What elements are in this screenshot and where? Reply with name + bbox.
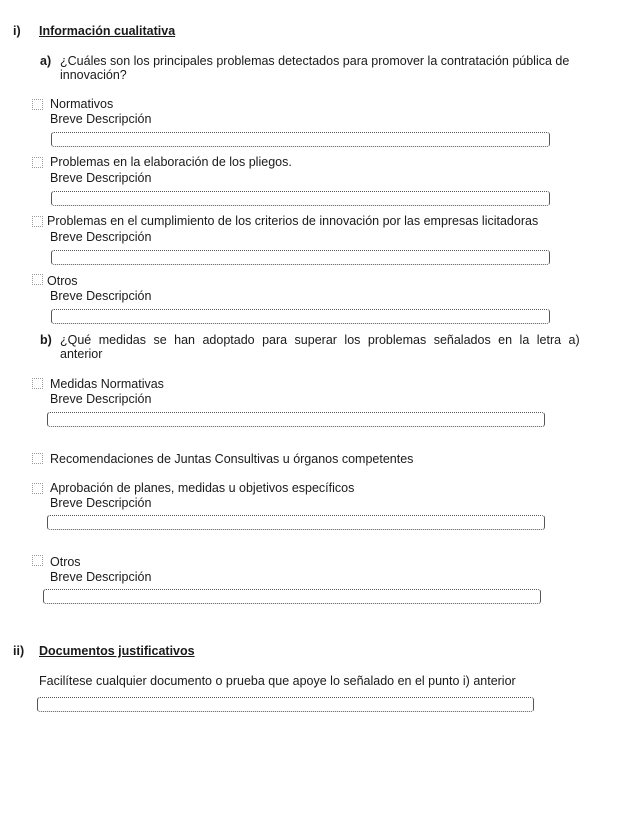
description-input-otros-b[interactable] — [43, 589, 541, 604]
field-label: Breve Descripción — [50, 496, 152, 510]
description-input-medidas-normativas[interactable] — [47, 412, 545, 427]
checkbox-medidas-normativas[interactable] — [32, 378, 43, 389]
checkbox-otros-a[interactable] — [32, 274, 43, 285]
option-label: Aprobación de planes, medidas u objetivos específicos — [50, 481, 355, 495]
question-text-line: anterior — [60, 347, 103, 361]
option-label: Medidas Normativas — [50, 377, 164, 391]
checkbox-recomendaciones[interactable] — [32, 453, 43, 464]
question-text-line: ¿Qué medidas se han adoptado para superar los problemas señalados en la letra a) — [60, 333, 580, 347]
description-input-otros-a[interactable] — [51, 309, 550, 324]
field-label: Breve Descripción — [50, 392, 152, 406]
section-title: Información cualitativa — [39, 24, 176, 38]
field-label: Breve Descripción — [50, 230, 152, 244]
field-label: Breve Descripción — [50, 171, 152, 185]
section-number: ii) — [13, 644, 25, 658]
question-letter: a) — [40, 54, 52, 68]
option-label: Problemas en el cumplimiento de los criterios de innovación por las empresas licitadoras — [47, 214, 539, 228]
description-input-pliegos[interactable] — [51, 191, 550, 206]
field-label: Breve Descripción — [50, 112, 152, 126]
option-label: Otros — [47, 274, 78, 288]
option-label: Normativos — [50, 97, 114, 111]
description-input-normativos[interactable] — [51, 132, 550, 147]
question-text-line: innovación? — [60, 68, 127, 82]
question-text — [60, 333, 590, 361]
description-input-criterios[interactable] — [51, 250, 550, 265]
option-label: Recomendaciones de Juntas Consultivas u órganos competentes — [50, 452, 414, 466]
checkbox-problemas-criterios[interactable] — [32, 216, 43, 227]
option-label: Otros — [50, 555, 81, 569]
field-label: Breve Descripción — [50, 289, 152, 303]
question-text — [60, 54, 600, 82]
documents-input[interactable] — [37, 697, 534, 712]
instruction-text: Facilítese cualquier documento o prueba que apoye lo señalado en el punto i) anterior — [39, 674, 516, 688]
checkbox-otros-b[interactable] — [32, 555, 43, 566]
question-text-line: ¿Cuáles son los principales problemas detectados para promover la contratación pública de — [60, 54, 570, 68]
section-title: Documentos justificativos — [39, 644, 195, 658]
field-label: Breve Descripción — [50, 570, 152, 584]
description-input-aprobacion[interactable] — [47, 515, 545, 530]
question-letter: b) — [40, 333, 52, 347]
option-label: Problemas en la elaboración de los pliegos. — [50, 155, 292, 169]
checkbox-normativos[interactable] — [32, 99, 43, 110]
checkbox-aprobacion-planes[interactable] — [32, 483, 43, 494]
checkbox-problemas-pliegos[interactable] — [32, 157, 43, 168]
section-number: i) — [13, 24, 21, 38]
